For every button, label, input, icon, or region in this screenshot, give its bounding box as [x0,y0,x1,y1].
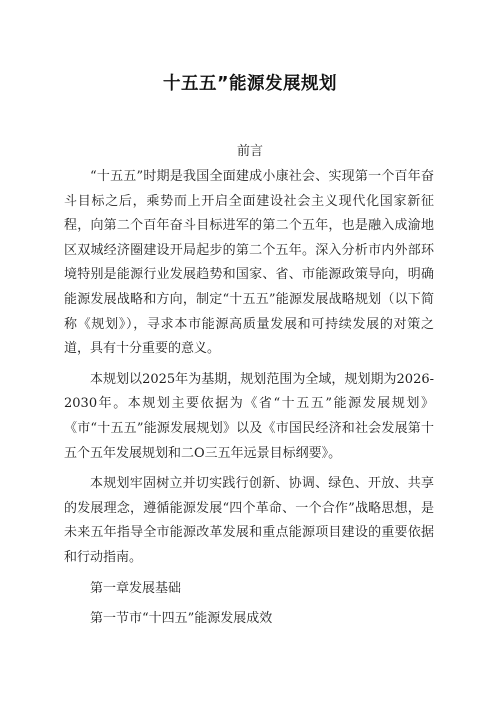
paragraph: 本规划牢固树立并切实践行创新、协调、绿色、开放、共享的发展理念，遵循能源发展“四个革命、一个合作”战略思想，是未来五年指导全市能源改革发展和重点能源项目建设的重要依据和行动指南。 [64,476,434,565]
paragraph: “十五五”时期是我国全面建成小康社会、实现第一个百年奋斗目标之后，乘势而上开启全面建设社会主义现代化国家新征程，向第二个百年奋斗目标进军的第二个五年，也是融入成渝地区双城经济圈建设开局起步的第二个五年。深入分析市内外部环境特别是能源行业发展趋势和国家、省、市能源政策导向，明确能源发展战略和方向，制定“十五五”能源发展战略规划（以下简称《规划》），寻求本市能源高质量发展和可持续发展的对策之道，具有十分重要的意义。 [64,169,434,357]
paragraph: 本规划以2025年为基期，规划范围为全域，规划期为2026-2030年。本规划主要依据为《省“十五五”能源发展规划》《市“十五五”能源发展规划》以及《市国民经济和社会发展第十五个五年发展规划和二O三五年远景目标纲要》。 [64,371,434,461]
chapter-heading: 第一章发展基础 [90,580,182,596]
document-body [64,165,434,638]
foreword-heading: 前言 [236,144,263,159]
section-heading: 第一节市“十四五”能源发展成效 [90,611,273,627]
document-title: 十五五”能源发展规划 [162,74,337,94]
